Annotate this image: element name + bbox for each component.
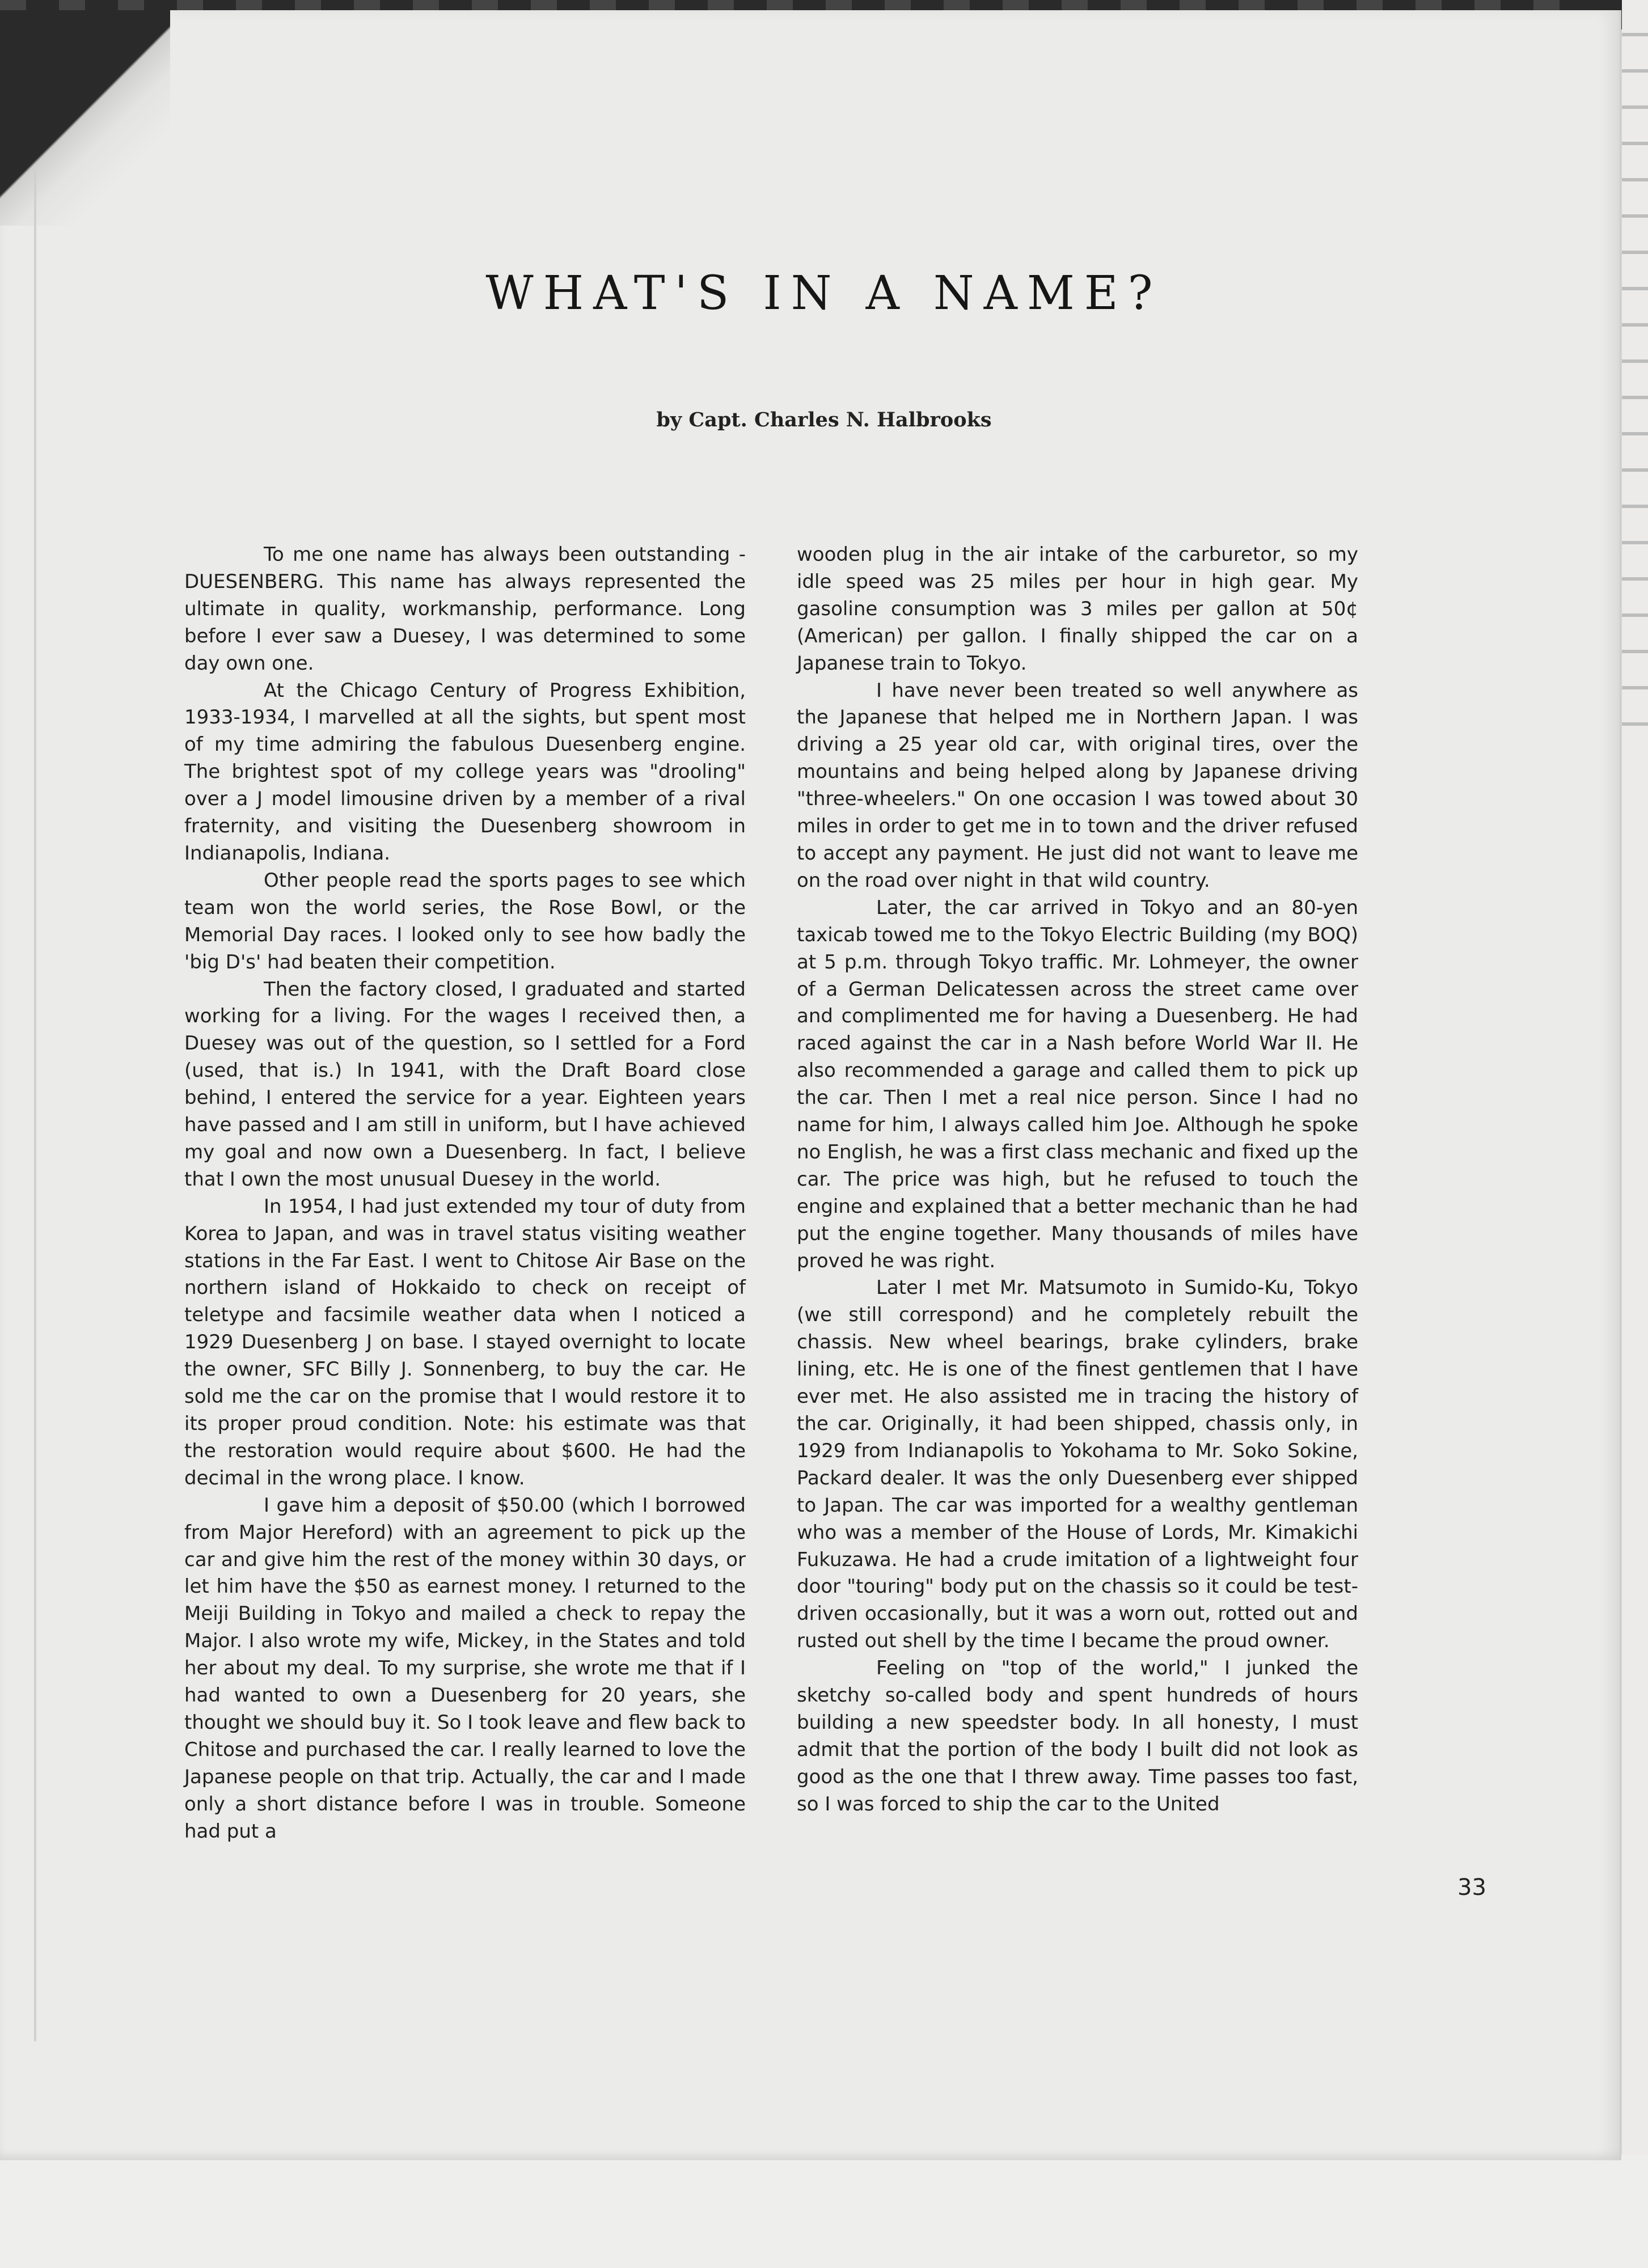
paragraph: Then the factory closed, I graduated and started working for a living. For the wages I received then, a Duesey was out of the question, so I settled for a Ford (used, that is.) In 1941, with the Draft Board close behind, I entered the service for a year. Eighteen years have passed and I am still in uniform, but I have achieved my goal and now own a Duesenberg. In fact, I believe that I own the most unusual Duesey in the world. [184, 978, 746, 1191]
article-byline: by Capt. Charles N. Halbrooks [656, 408, 992, 431]
paragraph-continued: wooden plug in the air intake of the carburetor, so my idle speed was 25 miles per hour in high gear. My gasoline consumption was 3 miles per gallon at 50¢ (American) per gallon. I finally shipped the car on a Japanese train to Tokyo. [797, 543, 1358, 675]
paragraph: I have never been treated so well anywhere as the Japanese that helped me in Northern Japan. I was driving a 25 year old car, with original tires, over the mountains and being helped along by Japanese driving "three-wheelers." On one occasion I was towed about 30 miles in order to get me in to town and the driver refused to accept any payment. He just did not want to leave me on the road over night in that wild country. [797, 679, 1358, 892]
scan-background-right [1622, 0, 1648, 2268]
scan-background-bottom [0, 2155, 1648, 2268]
page-number: 33 [1457, 1875, 1486, 1901]
paragraph: In 1954, I had just extended my tour of duty from Korea to Japan, and was in travel status visiting weather stations in the Far East. I went to Chitose Air Base on the northern island of Hokkaido to check on receipt of teletype and facsimile weather data when I noticed a 1929 Duesenberg J on base. I stayed overnight to locate the owner, SFC Billy J. Sonnenberg, to buy the car. He sold me the car on the promise that I would restore it to its proper proud condition. Note: his estimate was that the restoration would require about $600. He had the decimal in the wrong place. I know. [184, 1195, 746, 1490]
paragraph: Feeling on "top of the world," I junked the sketchy so-called body and spent hundreds of hours building a new speedster body. In all honesty, I must admit that the portion of the body I built did not look as good as the one that I threw away. Time passes too fast, so I was forced to ship the car to the United [797, 1657, 1358, 1816]
text-column-left [184, 541, 746, 1846]
paragraph: I gave him a deposit of $50.00 (which I borrowed from Major Hereford) with an agreement to pick up the car and give him the rest of the money within 30 days, or let him have the $50 as earnest money. I returned to the Meiji Building in Tokyo and mailed a check to repay the Major. I also wrote my wife, Mickey, in the States and told her about my deal. To my surprise, she wrote me that if I had wanted to own a Duesenberg for 20 years, she thought we should buy it. So I took leave and flew back to Chitose and purchased the car. I really learned to love the Japanese people on that trip. Actually, the car and I made only a short distance before I was in trouble. Someone had put a [184, 1493, 746, 1843]
paragraph: At the Chicago Century of Progress Exhibition, 1933-1934, I marvelled at all the sights, but spent most of my time admiring the fabulous Duesenberg engine. The brightest spot of my college years was "drooling" over a J model limousine driven by a member of a rival fraternity, and visiting the Duesenberg showroom in Indianapolis, Indiana. [184, 679, 746, 865]
article-title: WHAT'S IN A NAME? [485, 266, 1163, 320]
paragraph: Later, the car arrived in Tokyo and an 80-yen taxicab towed me to the Tokyo Electric Building (my BOQ) at 5 p.m. through Tokyo traffic. Mr. Lohmeyer, the owner of a German Delicatessen across the street came over and complimented me for having a Duesenberg. He had raced against the car in a Nash before World War II. He also recommended a garage and called them to pick up the car. Then I met a real nice person. Since I had no name for him, I always called him Joe. Although he spoke no English, he was a first class mechanic and fixed up the car. The price was high, but he refused to touch the engine and explained that a better mechanic than he had put the engine together. Many thousands of miles have proved he was right. [797, 896, 1358, 1272]
text-column-right [797, 541, 1358, 1818]
paragraph: Later I met Mr. Matsumoto in Sumido-Ku, Tokyo (we still correspond) and he completely rebuilt the chassis. New wheel bearings, brake cylinders, brake lining, etc. He is one of the finest gentlemen that I have ever met. He also assisted me in tracing the history of the car. Originally, it had been shipped, chassis only, in 1929 from Indianapolis to Yokohama to Mr. Soko Sokine, Packard dealer. It was the only Duesenberg ever shipped to Japan. The car was imported for a wealthy gentleman who was a member of the House of Lords, Mr. Kimakichi Fukuzawa. He had a crude imitation of a lightweight four door "touring" body put on the chassis so it could be test-driven occasionally, but it was a worn out, rotted out and rusted out shell by the time I became the proud owner. [797, 1276, 1358, 1653]
paragraph: To me one name has always been outstanding - DUESENBERG. This name has always represented the ultimate in quality, workmanship, performance. Long before I ever saw a Duesey, I was determined to some day own one. [184, 543, 746, 675]
page-crease [34, 170, 36, 2041]
folded-corner [0, 10, 170, 226]
paragraph: Other people read the sports pages to see which team won the world series, the Rose Bowl, or the Memorial Day races. I looked only to see how badly the 'big D's' had beaten their competition. [184, 869, 746, 974]
